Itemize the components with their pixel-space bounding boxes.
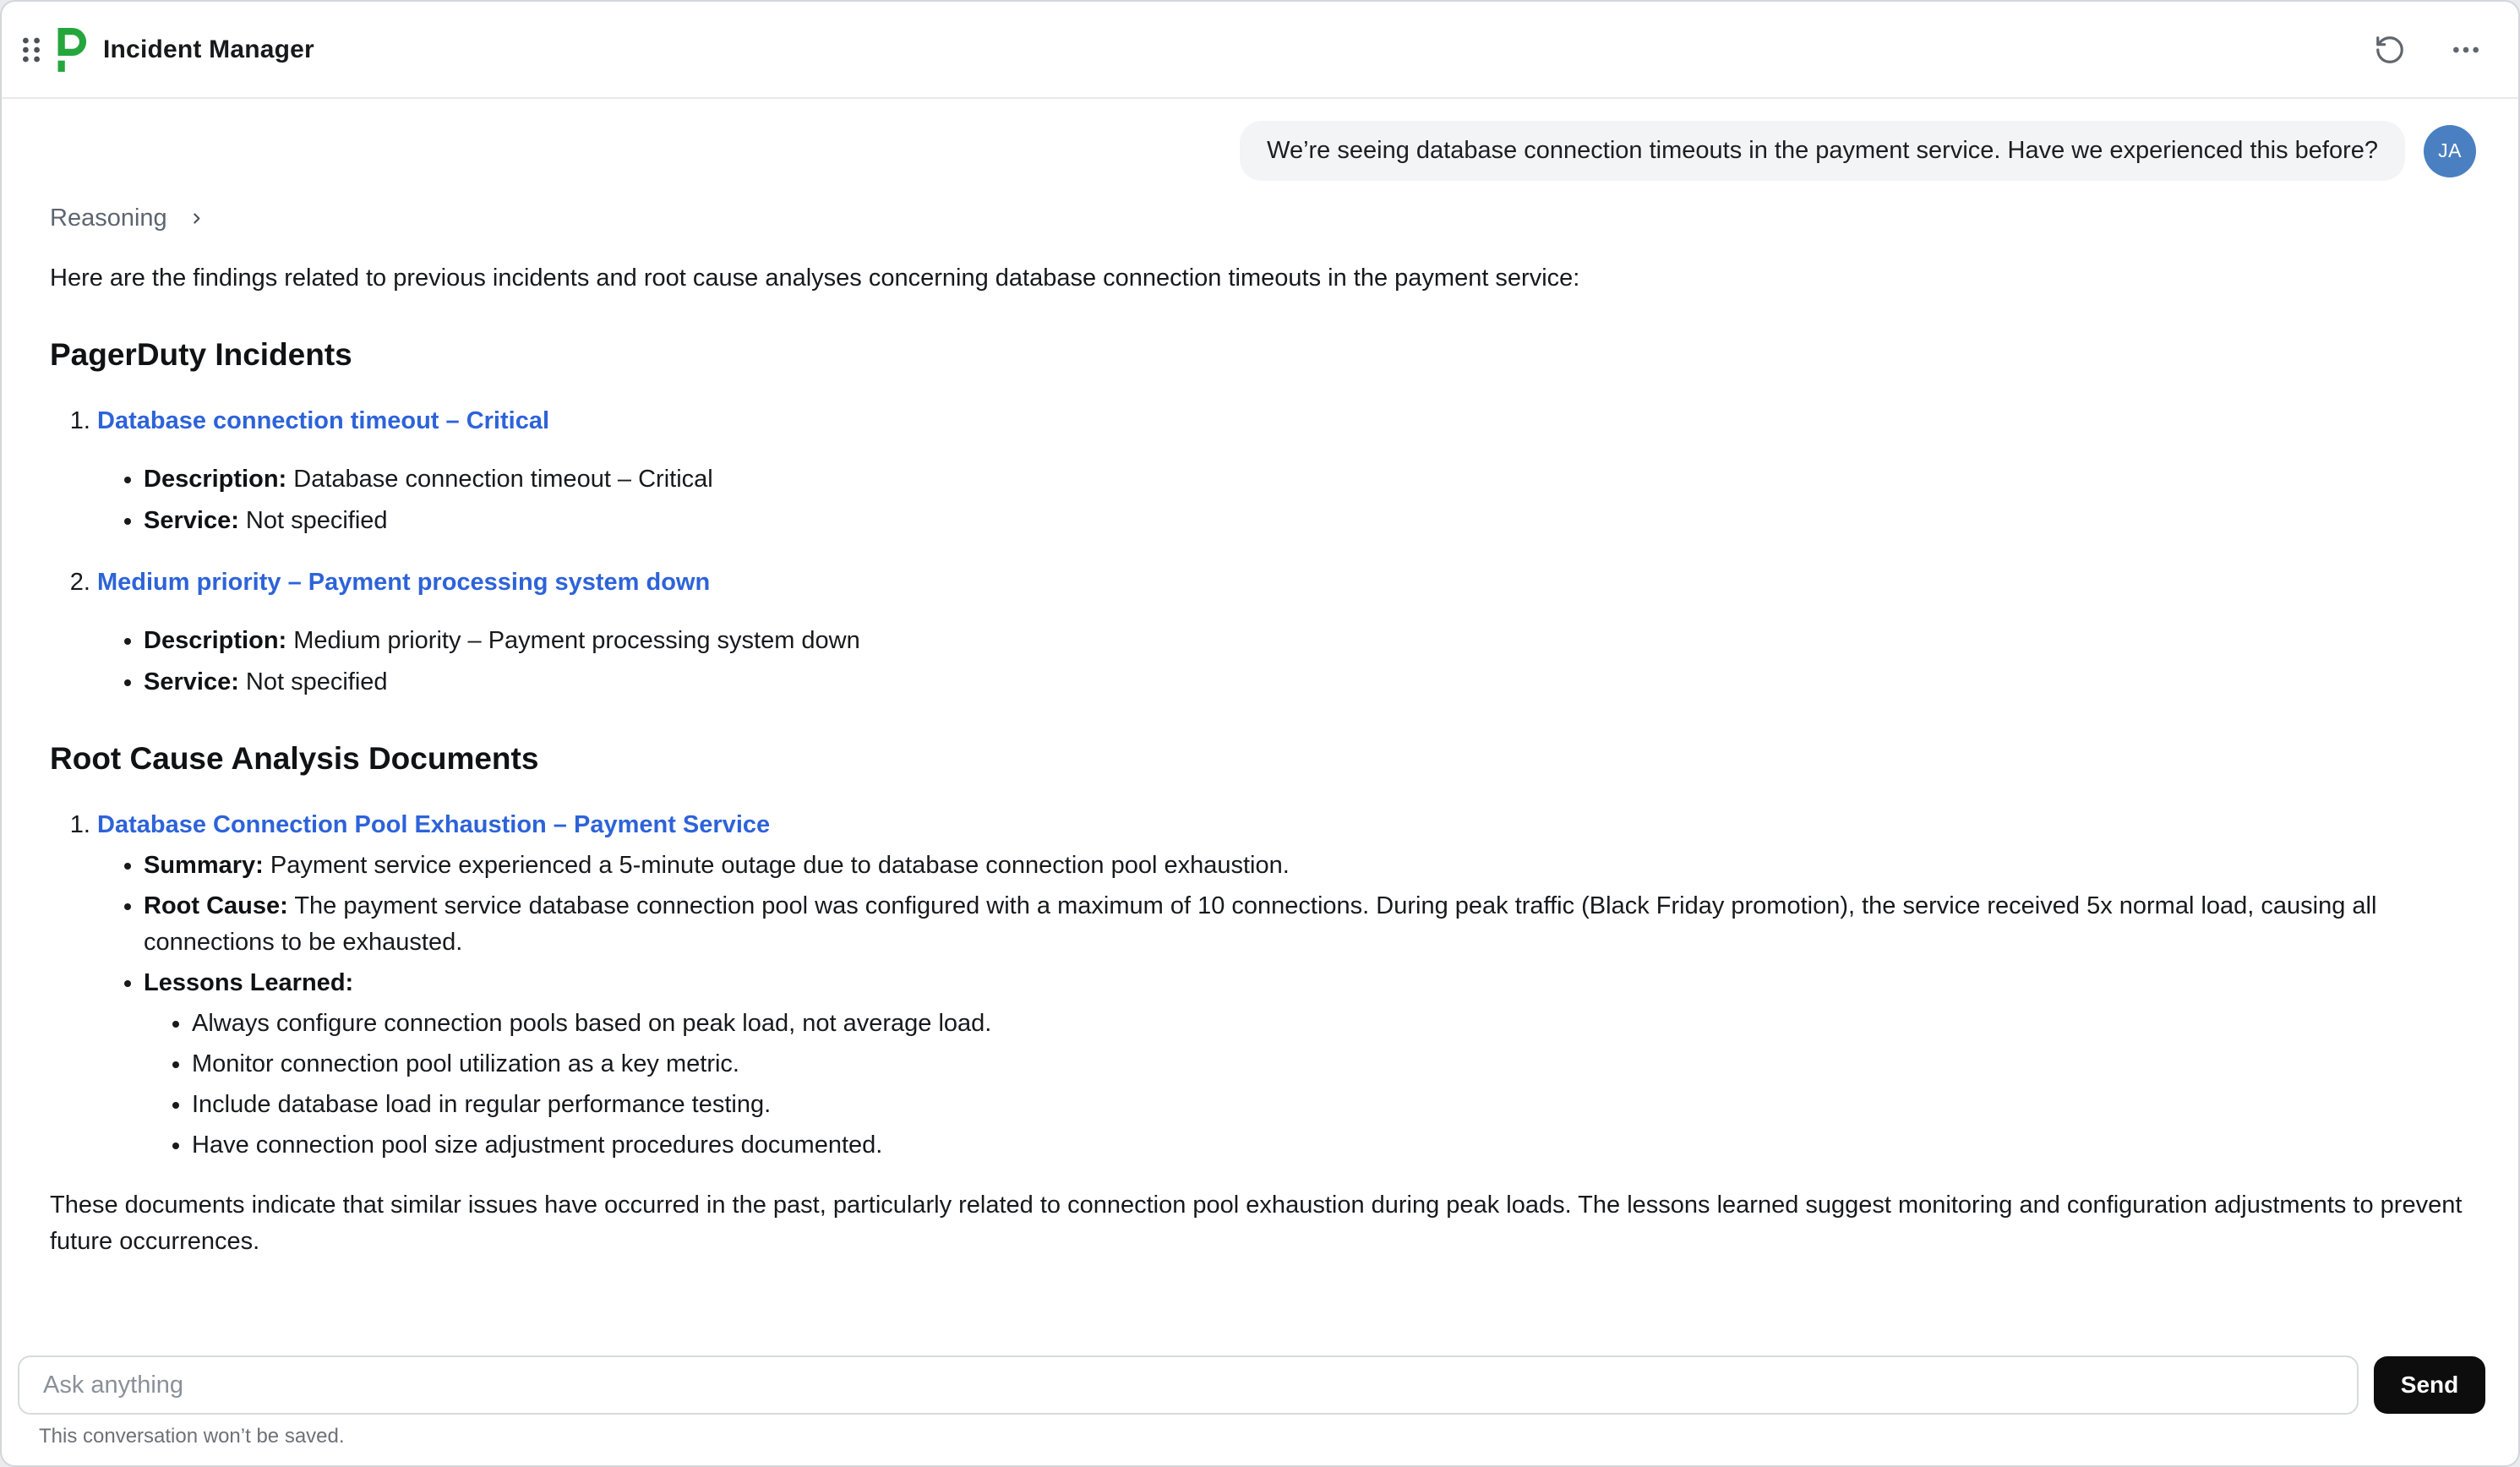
chat-scroll-area[interactable] — [2, 99, 2518, 1349]
incident-description: • Description: Database connection timeout – Critical — [144, 461, 2476, 498]
reasoning-label: Reasoning — [50, 205, 167, 232]
lesson-item: • Have connection pool size adjustment procedures documented. — [192, 1127, 2476, 1164]
send-button[interactable]: Send — [2374, 1356, 2485, 1414]
user-message-bubble: We’re seeing database connection timeouts in the payment service. Have we experienced this before? — [1240, 121, 2405, 181]
rotate-ccw-icon — [2374, 34, 2406, 66]
composer — [2, 1349, 2518, 1465]
incident-link[interactable]: Database connection timeout – Critical — [97, 407, 550, 434]
incident-service: • Service: Not specified — [144, 503, 2476, 539]
overflow-menu-button[interactable] — [2447, 31, 2485, 68]
pagerduty-logo-icon — [56, 28, 88, 72]
ask-input[interactable] — [18, 1355, 2359, 1415]
drag-handle-icon[interactable] — [20, 35, 42, 65]
incidents-heading: PagerDuty Incidents — [50, 337, 352, 372]
incident-link[interactable]: Medium priority – Payment processing system down — [97, 569, 711, 596]
rca-link[interactable]: Database Connection Pool Exhaustion – Payment Service — [97, 811, 771, 838]
rca-summary: • Summary: Payment service experienced a 5-minute outage due to database connection pool exhaustion. — [144, 848, 2476, 884]
response-intro: Here are the findings related to previous incidents and root cause analyses concerning database connection timeouts in the payment service: — [50, 264, 1580, 292]
lesson-item: • Always configure connection pools based on peak load, not average load. — [192, 1006, 2476, 1042]
rca-lessons: • Lessons Learned: • Always configure connection pools based on peak load, not average load. • Monitor connection pool utilization as a key metric. • Include database load in regular performance testing. • Have connection pool size adjustment procedures documented. — [144, 965, 2476, 1164]
reset-conversation-button[interactable] — [2371, 31, 2408, 68]
incidents-list — [50, 403, 2476, 701]
chevron-right-icon — [189, 211, 204, 226]
app-title: Incident Manager — [103, 35, 314, 63]
disclaimer-text: This conversation won’t be saved. — [39, 1425, 345, 1448]
window-header — [2, 2, 2518, 99]
lesson-item: • Monitor connection pool utilization as a key metric. — [192, 1046, 2476, 1083]
ellipsis-icon — [2449, 33, 2483, 67]
response-closing: These documents indicate that similar issues have occurred in the past, particularly related to connection pool exhaustion during peak loads. The lessons learned suggest monitoring and configuration adjustments to prevent future occurrences. — [50, 1192, 2463, 1255]
reasoning-toggle[interactable] — [50, 205, 204, 232]
lesson-item: • Include database load in regular performance testing. — [192, 1087, 2476, 1123]
assistant-response — [50, 260, 2476, 1260]
incident-description: • Description: Medium priority – Payment processing system down — [144, 623, 2476, 659]
rca-item — [97, 807, 2476, 1164]
rca-heading: Root Cause Analysis Documents — [50, 741, 539, 776]
composer-row — [18, 1355, 2485, 1415]
incident-item — [97, 403, 2476, 539]
user-message-row — [50, 121, 2476, 181]
rca-list — [50, 807, 2476, 1164]
incident-service: • Service: Not specified — [144, 664, 2476, 701]
lessons-list — [144, 1006, 2476, 1164]
rca-root-cause: • Root Cause: The payment service database connection pool was configured with a maximum of 10 connections. During peak traffic (Black Friday promotion), the service received 5x normal load, causing all connections to be exhausted. — [144, 888, 2476, 961]
user-avatar: JA — [2424, 125, 2476, 177]
grip-dots-icon — [20, 35, 42, 65]
incident-item — [97, 564, 2476, 701]
